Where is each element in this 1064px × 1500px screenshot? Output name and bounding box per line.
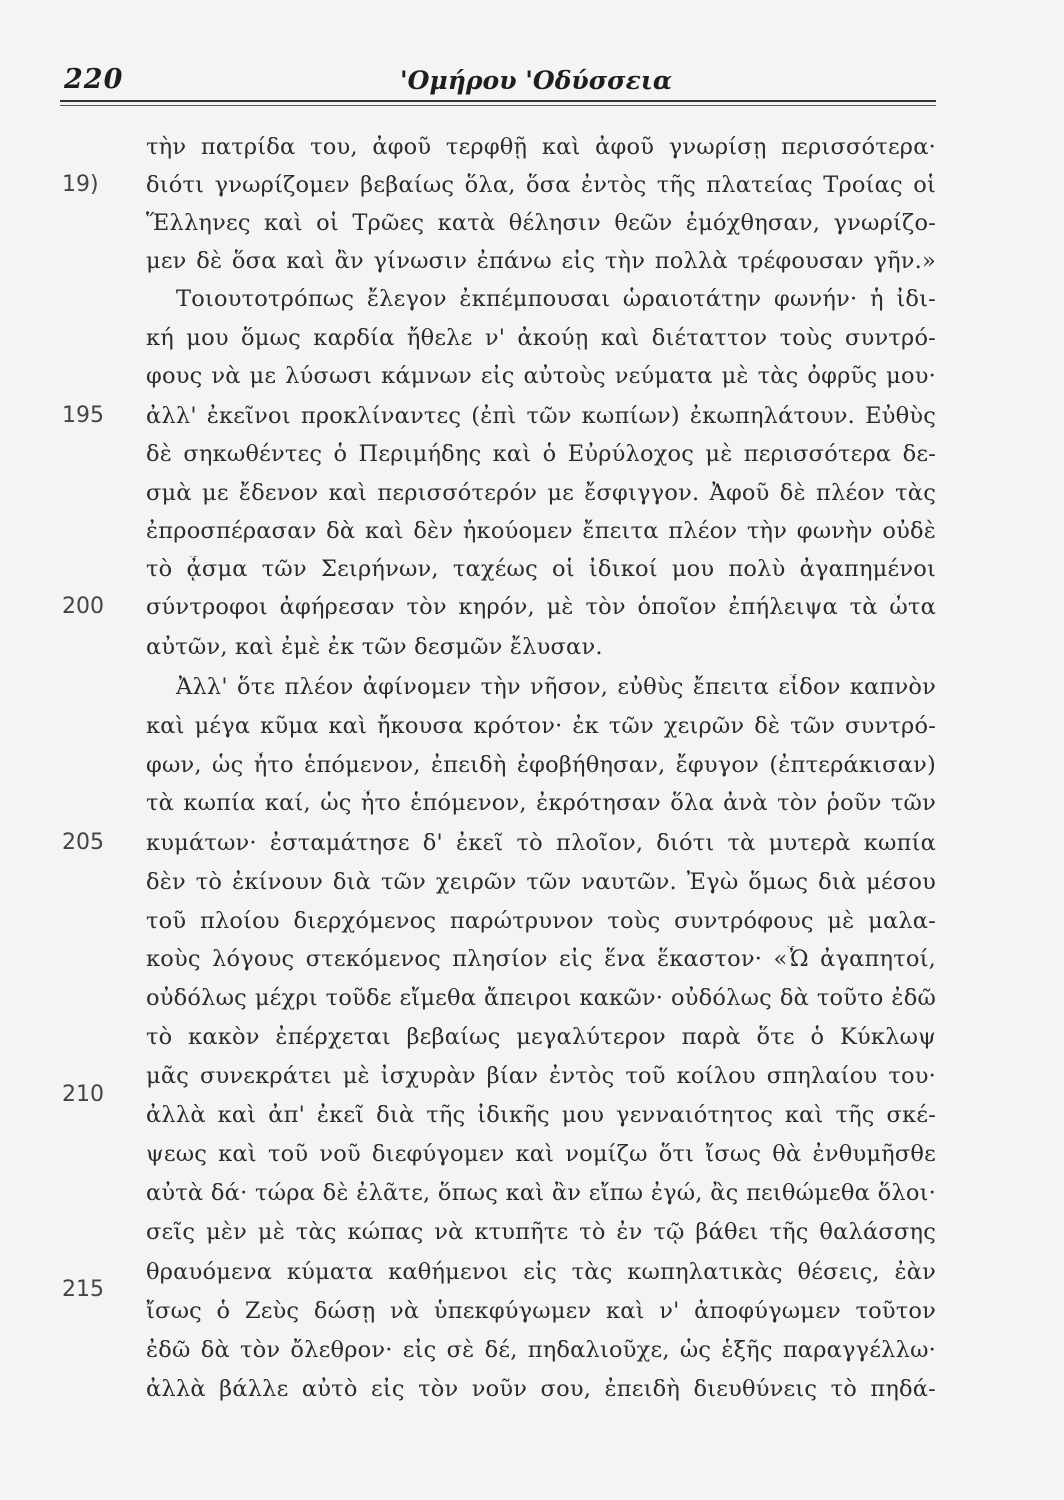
text-line: ἀλλ' ἐκεῖνοι προκλίναντες (ἐπὶ τῶν κωπίων) ἐκωπηλάτουν. Εὐθὺς <box>146 403 936 429</box>
text-line: ἐδῶ δὰ τὸν ὄλεθρον· εἰς σὲ δέ, πηδαλιοῦχε, ὡς ἑξῆς παραγγέλλω· <box>146 1337 936 1363</box>
margin-line-number: 205 <box>62 830 104 855</box>
margin-line-number: 200 <box>62 594 104 619</box>
text-line: ψεως καὶ τοῦ νοῦ διεφύγομεν καὶ νομίζω ὅτι ἴσως θὰ ἐνθυμῆσθε <box>146 1141 936 1167</box>
header-rule-thin <box>60 105 936 106</box>
text-line: τὸ κακὸν ἐπέρχεται βεβαίως μεγαλύτερον παρὰ ὅτε ὁ Κύκλωψ <box>146 1024 936 1050</box>
text-line: ἴσως ὁ Ζεὺς δώσῃ νὰ ὑπεκφύγωμεν καὶ ν' ἀποφύγωμεν τοῦτον <box>146 1298 936 1324</box>
text-line: σύντροφοι ἀφήρεσαν τὸν κηρόν, μὲ τὸν ὁποῖον ἐπήλειψα τὰ ὦτα <box>146 594 936 620</box>
margin-line-number: 19) <box>62 172 99 197</box>
text-line: καὶ μέγα κῦμα καὶ ἤκουσα κρότον· ἐκ τῶν χειρῶν δὲ τῶν συντρό- <box>146 713 936 739</box>
margin-line-number: 210 <box>62 1082 104 1107</box>
text-line: ἐπροσπέρασαν δὰ καὶ δὲν ἠκούομεν ἔπειτα πλέον τὴν φωνὴν οὐδὲ <box>146 518 936 544</box>
text-line: κή μου ὅμως καρδία ἤθελε ν' ἀκούῃ καὶ διέταττον τοὺς συντρό- <box>146 325 936 351</box>
text-line: Ἀλλ' ὅτε πλέον ἀφίνομεν τὴν νῆσον, εὐθὺς ἔπειτα εἶδον καπνὸν <box>176 674 936 700</box>
text-line: σεῖς μὲν μὲ τὰς κώπας νὰ κτυπῆτε τὸ ἐν τῷ βάθει τῆς θαλάσσης <box>146 1219 936 1245</box>
text-line: δὲ σηκωθέντες ὁ Περιμήδης καὶ ὁ Εὐρύλοχος μὲ περισσότερα δε- <box>146 441 936 467</box>
text-line: δὲν τὸ ἐκίνουν διὰ τῶν χειρῶν τῶν ναυτῶν. Ἐγὼ ὅμως διὰ μέσου <box>146 869 936 895</box>
text-line: φους νὰ με λύσωσι κάμνων εἰς αὐτοὺς νεύματα μὲ τὰς ὀφρῦς μου· <box>146 363 936 389</box>
text-line: θραυόμενα κύματα καθήμενοι εἰς τὰς κωπηλατικὰς θέσεις, ἐὰν <box>146 1259 936 1285</box>
text-line: σμὰ με ἔδενον καὶ περισσότερόν με ἔσφιγγον. Ἀφοῦ δὲ πλέον τὰς <box>146 480 936 506</box>
margin-line-number: 215 <box>62 1277 104 1302</box>
text-line: Ἕλληνες καὶ οἱ Τρῶες κατὰ θέλησιν θεῶν ἐμόχθησαν, γνωρίζο- <box>146 210 936 236</box>
running-title: 'Ομήρου 'Οδύσσεια <box>400 66 673 95</box>
text-line: διότι γνωρίζομεν βεβαίως ὅλα, ὅσα ἐντὸς τῆς πλατείας Τροίας οἱ <box>146 172 936 198</box>
text-line: κυμάτων· ἐσταμάτησε δ' ἐκεῖ τὸ πλοῖον, διότι τὰ μυτερὰ κωπία <box>146 830 936 856</box>
text-line: κοὺς λόγους στεκόμενος πλησίον εἰς ἕνα ἕκαστον· «Ὦ ἀγαπητοί, <box>146 946 936 972</box>
margin-line-number: 195 <box>62 403 104 428</box>
text-line: αὐτὰ δά· τώρα δὲ ἐλᾶτε, ὅπως καὶ ἂν εἴπω ἐγώ, ἂς πειθώμεθα ὅλοι· <box>146 1180 936 1206</box>
header-rule <box>60 100 936 102</box>
text-line: μᾶς συνεκράτει μὲ ἰσχυρὰν βίαν ἐντὸς τοῦ κοίλου σπηλαίου του· <box>146 1063 936 1089</box>
text-line: ἀλλὰ καὶ ἀπ' ἐκεῖ διὰ τῆς ἰδικῆς μου γενναιότητος καὶ τῆς σκέ- <box>146 1102 936 1128</box>
text-line: φων, ὡς ἦτο ἑπόμενον, ἐπειδὴ ἐφοβήθησαν, ἔφυγον (ἐπτεράκισαν) <box>146 752 936 778</box>
text-line: μεν δὲ ὅσα καὶ ἂν γίνωσιν ἐπάνω εἰς τὴν πολλὰ τρέφουσαν γῆν.» <box>146 248 936 274</box>
text-line: τὴν πατρίδα του, ἀφοῦ τερφθῇ καὶ ἀφοῦ γνωρίσῃ περισσότερα· <box>146 134 936 160</box>
text-line: τὸ ᾆσμα τῶν Σειρήνων, ταχέως οἱ ἰδικοί μου πολὺ ἀγαπημένοι <box>146 556 936 582</box>
page-number: 220 <box>64 64 124 95</box>
text-line: αὐτῶν, καὶ ἐμὲ ἐκ τῶν δεσμῶν ἔλυσαν. <box>146 634 603 660</box>
text-line: τὰ κωπία καί, ὡς ἦτο ἑπόμενον, ἐκρότησαν ὅλα ἀνὰ τὸν ῥοῦν τῶν <box>146 790 936 816</box>
text-line: τοῦ πλοίου διερχόμενος παρώτρυνον τοὺς συντρόφους μὲ μαλα- <box>146 908 936 934</box>
text-line: ἀλλὰ βάλλε αὐτὸ εἰς τὸν νοῦν σου, ἐπειδὴ διευθύνεις τὸ πηδά- <box>146 1376 936 1402</box>
text-line: Τοιουτοτρόπως ἔλεγον ἐκπέμπουσαι ὡραιοτάτην φωνήν· ἡ ἰδι- <box>176 286 936 312</box>
text-line: οὐδόλως μέχρι τοῦδε εἴμεθα ἄπειροι κακῶν· οὐδόλως δὰ τοῦτο ἐδῶ <box>146 985 936 1011</box>
